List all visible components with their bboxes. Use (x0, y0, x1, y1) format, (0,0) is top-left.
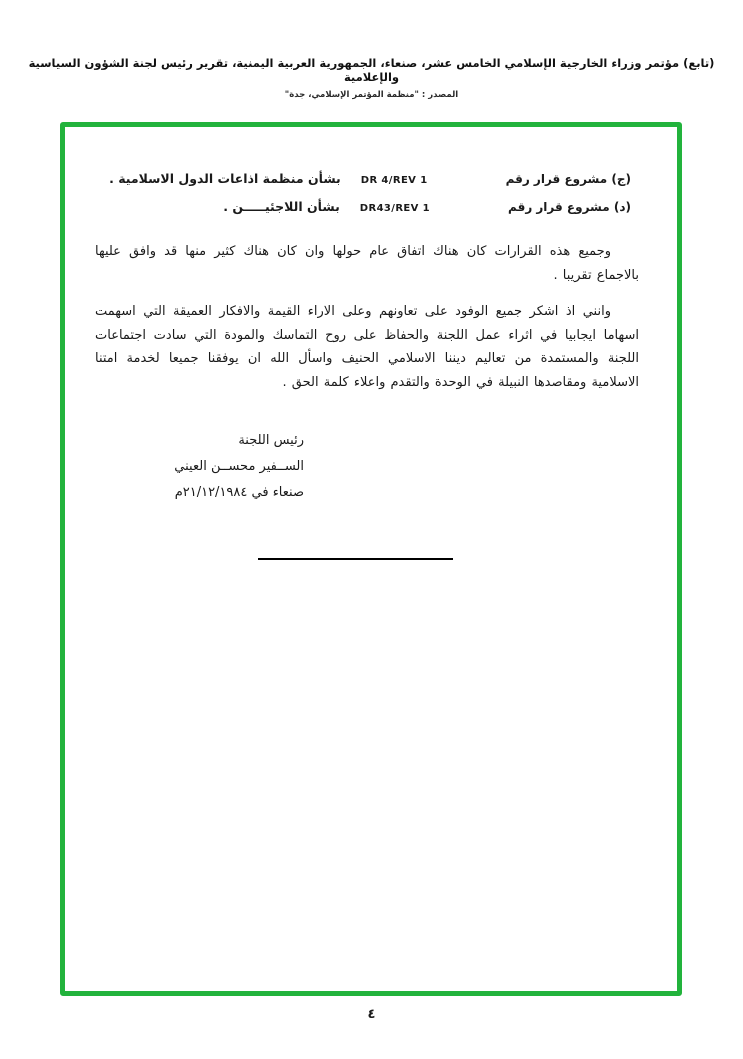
source-line: المصدر : "منظمة المؤتمر الإسلامي، جدة" (284, 90, 459, 100)
content-frame (60, 122, 682, 996)
body-paragraph: وجميع هذه القرارات كان هناك اتفاق عام حولها وان كان هناك كثير منها قد وافق عليها بالاجماع تقريبا . (95, 244, 639, 283)
signature-name: الســفير محســن العيني (174, 459, 304, 474)
signature-block (174, 428, 304, 506)
resolution-row (95, 171, 639, 186)
resolution-subject: بشأن اللاجئيـــــن . (223, 199, 340, 214)
resolution-label: (ج) مشروع قرار رقم (505, 172, 631, 186)
body-paragraph: وانني اذ اشكر جميع الوفود على تعاونهم وعلى الاراء القيمة والافكار العميقة التي اسهمت اسهاما ايجابيا في اثراء عمل اللجنة والحفاظ على روح التماسك والمودة التي سادت اجتماعات اللجنة والمستمدة من تعاليم ديننا الاسلامي الحنيف واسأل الله ان يوفقنا جميعا لخدمة امتنا الاسلامية ومقاصدها النبيلة في الوحدة والتقدم واعلاء كلمة الحق . (95, 304, 639, 390)
signature-title: رئيس اللجنة (238, 433, 304, 448)
resolution-label: (د) مشروع قرار رقم (508, 200, 631, 214)
resolution-code: DR43/REV 1 (359, 203, 431, 214)
page-number: ٤ (367, 1007, 376, 1022)
resolution-row (95, 199, 639, 214)
resolution-code: DR 4/REV 1 (360, 175, 428, 186)
closing-rule (258, 558, 453, 560)
frame-content (65, 127, 677, 991)
signature-date: صنعاء في ٢١/١٢/١٩٨٤م (174, 485, 304, 500)
resolution-subject: بشأن منظمة اذاعات الدول الاسلامية . (109, 171, 341, 186)
document-header: (تابع) مؤتمر وزراء الخارجية الإسلامي الخامس عشر، صنعاء، الجمهورية العربية اليمنية، تقرير رئيس لجنة الشؤون السياسية والإعلامية (28, 56, 715, 84)
